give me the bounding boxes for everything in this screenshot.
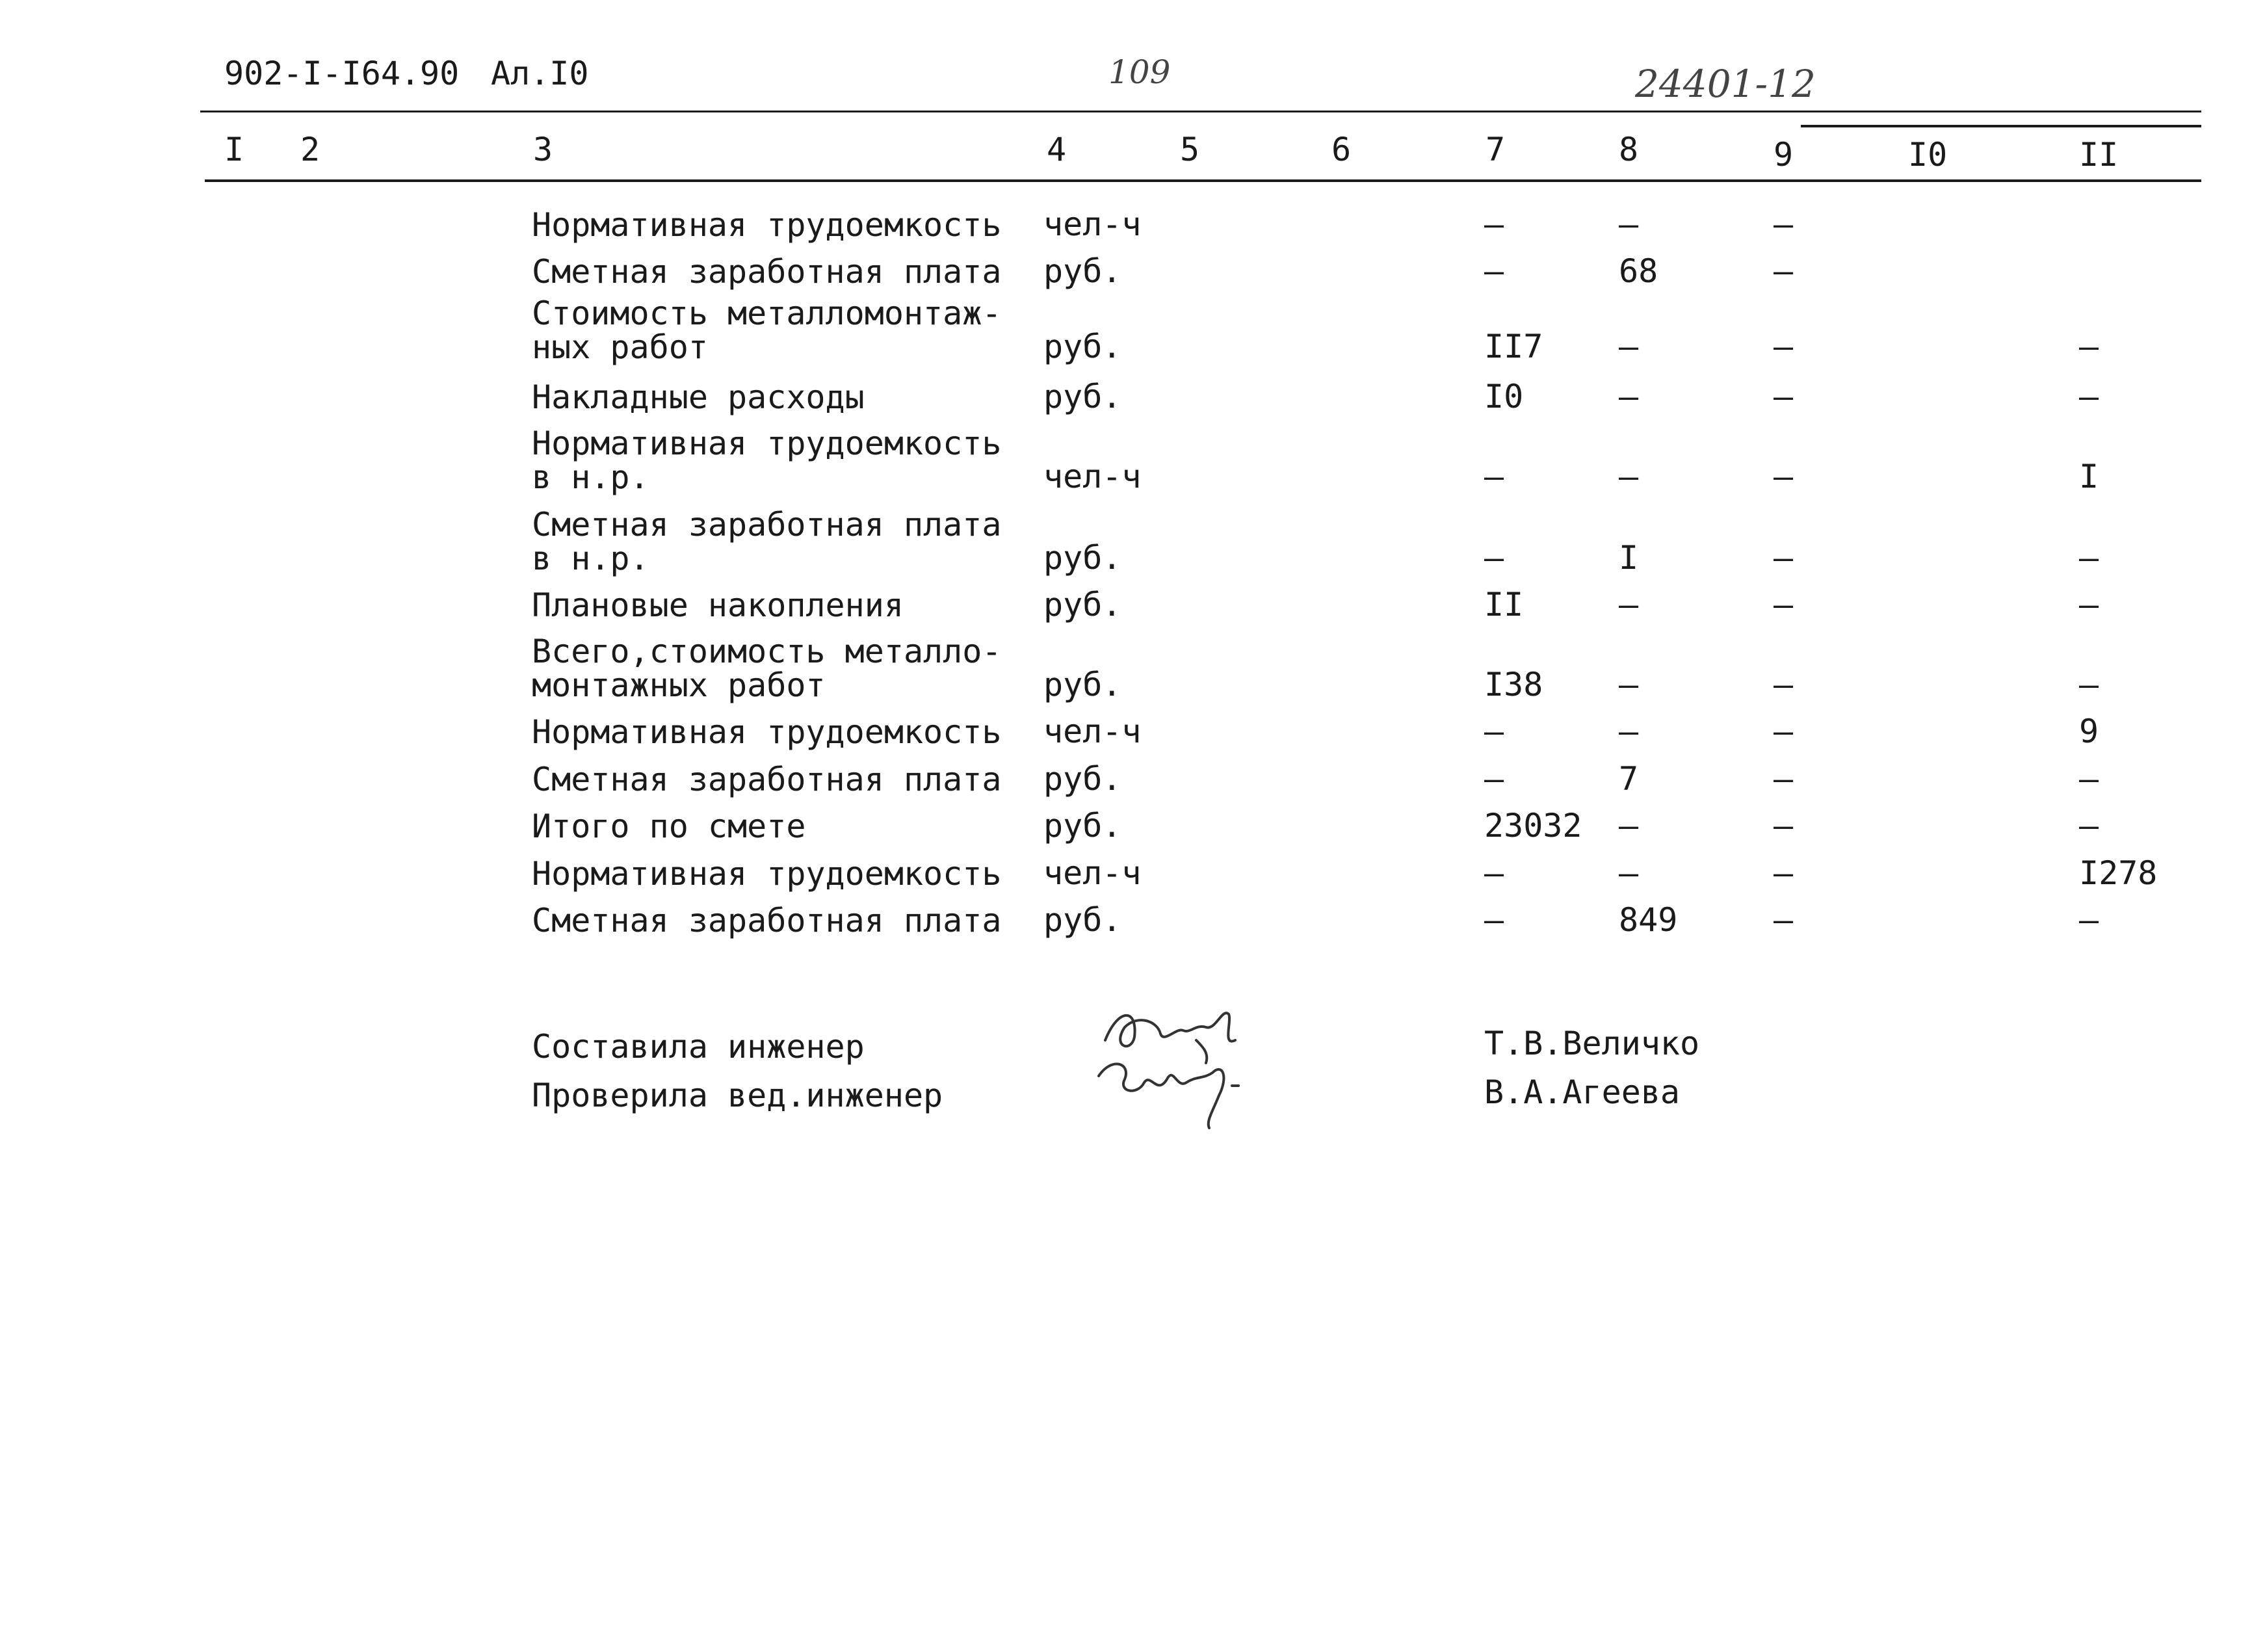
row-description [532, 715, 1001, 749]
unit-cell: чел-ч [1043, 713, 1142, 750]
handwritten-signature [1092, 1050, 1261, 1142]
value-col-8: I [1619, 539, 1639, 577]
value-col-7: II7 [1484, 328, 1543, 365]
value-col-9: – [1774, 586, 1794, 623]
row-description [532, 635, 1001, 702]
value-col-11: – [2079, 378, 2099, 415]
value-col-9: – [1774, 760, 1794, 798]
unit-cell: руб. [1043, 760, 1122, 798]
column-header-10: I0 [1908, 136, 1948, 174]
value-col-9: – [1774, 666, 1794, 703]
value-col-7: – [1484, 760, 1504, 798]
row-description [532, 763, 1001, 796]
column-header-5: 5 [1180, 131, 1200, 168]
row-description [532, 208, 1001, 242]
value-col-7: II [1484, 586, 1524, 623]
row-description-line: Сметная заработная плата [532, 902, 1002, 939]
signatory-name: Т.В.Величко [1484, 1025, 1700, 1062]
value-col-8: – [1619, 666, 1639, 703]
value-col-7: – [1484, 539, 1504, 577]
row-description-line: Нормативная трудоемкость [532, 206, 1002, 244]
value-col-8: 849 [1619, 901, 1678, 939]
value-col-11: – [2079, 760, 2099, 798]
unit-cell: руб. [1043, 901, 1122, 939]
row-description [532, 380, 865, 414]
row-description-line: Нормативная трудоемкость [532, 713, 1002, 751]
unit-cell: чел-ч [1043, 854, 1142, 892]
column-header-6: 6 [1331, 131, 1352, 168]
value-col-8: – [1619, 586, 1639, 623]
row-description [532, 588, 904, 622]
column-header-3: 3 [533, 131, 553, 168]
column-header-2: 2 [300, 131, 321, 168]
value-col-9: – [1774, 252, 1794, 290]
value-col-8: – [1619, 328, 1639, 365]
column-header-4: 4 [1047, 131, 1067, 168]
value-col-7: – [1484, 458, 1504, 495]
row-description-line: Сметная заработная плата [532, 253, 1002, 291]
archive-number: 24401-12 [1635, 62, 1816, 106]
column-header-11: II [2079, 136, 2119, 174]
row-description [532, 426, 1001, 494]
row-description [532, 296, 1001, 364]
unit-cell: руб. [1043, 586, 1122, 623]
value-col-11: – [2079, 328, 2099, 365]
value-col-7: 23032 [1484, 807, 1582, 845]
value-col-7: – [1484, 713, 1504, 750]
unit-cell: руб. [1043, 252, 1122, 290]
value-col-11: 9 [2079, 713, 2099, 750]
row-description-line: Плановые накопления [532, 586, 904, 624]
unit-cell: руб. [1043, 328, 1122, 365]
row-description [532, 857, 1001, 891]
value-col-8: – [1619, 458, 1639, 495]
column-header-7: 7 [1486, 131, 1506, 168]
row-description-line: ных работ [532, 328, 708, 366]
value-col-8: – [1619, 205, 1639, 243]
row-description-line: в н.р. [532, 458, 649, 496]
row-description [532, 508, 1001, 575]
value-col-8: — [1619, 807, 1639, 845]
row-description-line: Сметная заработная плата [532, 761, 1002, 798]
value-col-9: – [1774, 205, 1794, 243]
row-description-line: Сметная заработная плата [532, 506, 1002, 544]
row-description [532, 809, 805, 843]
header-bottom-rule [205, 179, 2201, 182]
value-col-7: – [1484, 252, 1504, 290]
row-description-line: Всего,стоимость металло- [532, 633, 1002, 670]
document-code: 902-I-I64.90 [224, 55, 460, 92]
value-col-11: – [2079, 901, 2099, 939]
header-top-rule-right [1801, 125, 2201, 127]
row-description-line: Итого по смете [532, 807, 806, 845]
row-description [532, 904, 1001, 937]
value-col-8: 7 [1619, 760, 1639, 798]
row-description-line: монтажных работ [532, 666, 826, 704]
row-description-line: в н.р. [532, 540, 649, 577]
value-col-8: – [1619, 713, 1639, 750]
value-col-9: – [1774, 539, 1794, 577]
signature-role: Проверила вед.инженер [532, 1077, 943, 1114]
row-description-line: Нормативная трудоемкость [532, 425, 1002, 462]
column-header-9: 9 [1774, 136, 1794, 174]
value-col-11: – [2079, 586, 2099, 623]
row-description [532, 255, 1001, 289]
value-col-8: — [1619, 378, 1639, 415]
unit-cell: руб. [1043, 807, 1122, 845]
signature-role: Составила инженер [532, 1028, 865, 1066]
unit-cell: руб. [1043, 539, 1122, 577]
value-col-11: I [2079, 458, 2099, 495]
value-col-9: – [1774, 378, 1794, 415]
column-header-8: 8 [1619, 131, 1639, 168]
value-col-11: – [2079, 666, 2099, 703]
sheet-label: Ал.I0 [491, 55, 589, 92]
value-col-9: – [1774, 713, 1794, 750]
unit-cell: руб. [1043, 666, 1122, 703]
unit-cell: чел-ч [1043, 205, 1142, 243]
value-col-7: – [1484, 901, 1504, 939]
value-col-9: – [1774, 807, 1794, 845]
signatory-name: В.А.Агеева [1484, 1073, 1681, 1111]
value-col-7: – [1484, 854, 1504, 892]
row-description-line: Накладные расходы [532, 378, 865, 416]
value-col-8: – [1619, 854, 1639, 892]
header-top-rule [200, 111, 2201, 112]
value-col-9: – [1774, 458, 1794, 495]
value-col-7: I0 [1484, 378, 1524, 415]
value-col-11: I278 [2079, 854, 2158, 892]
column-header-1: I [224, 131, 244, 168]
unit-cell: чел-ч [1043, 458, 1142, 495]
value-col-7: – [1484, 205, 1504, 243]
value-col-9: – [1774, 901, 1794, 939]
page-number: 109 [1108, 53, 1171, 91]
value-col-9: – [1774, 328, 1794, 365]
value-col-7: I38 [1484, 666, 1543, 703]
row-description-line: Нормативная трудоемкость [532, 855, 1002, 893]
unit-cell: руб. [1043, 378, 1122, 415]
value-col-8: 68 [1619, 252, 1658, 290]
value-col-11: – [2079, 539, 2099, 577]
row-description-line: Стоимость металломонтаж- [532, 295, 1002, 332]
value-col-9: – [1774, 854, 1794, 892]
value-col-11: – [2079, 807, 2099, 845]
